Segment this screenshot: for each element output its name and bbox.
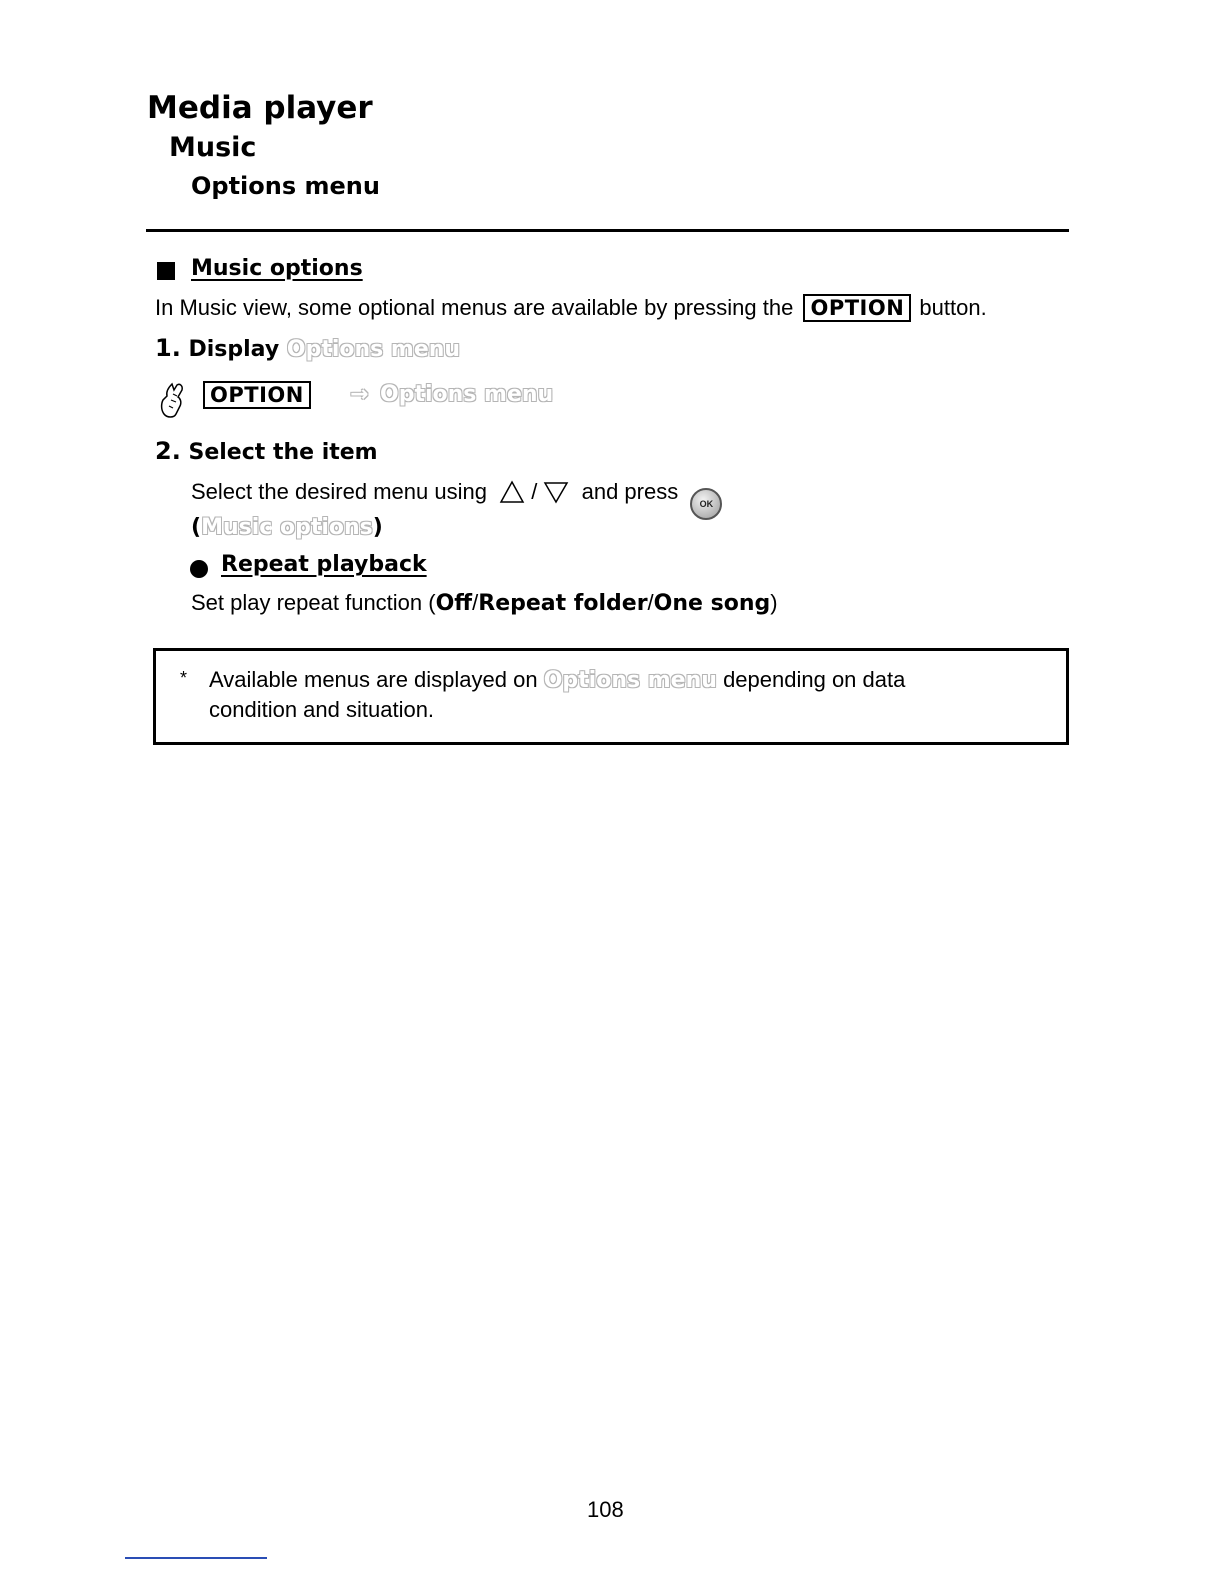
step2-menu-ref [191, 515, 383, 540]
section-title: Options menu [191, 172, 380, 200]
menu-ref-open: ( [191, 515, 202, 540]
down-triangle-icon [543, 479, 569, 505]
up-triangle-icon [499, 479, 525, 505]
page-subtitle: Music [169, 132, 257, 163]
repeat-description [191, 590, 778, 616]
step2-heading [155, 437, 378, 465]
step1-heading [155, 334, 460, 362]
page-title: Media player [147, 90, 373, 126]
menu-ref-name: Music options [201, 515, 373, 540]
repeat-desc-after: ) [770, 590, 778, 615]
menu-ref-close: ) [372, 515, 383, 540]
step2-number: 2. [155, 437, 181, 465]
step1-number: 1. [155, 334, 181, 362]
note-menu-name: Options menu [543, 668, 717, 693]
ok-button-icon [690, 488, 722, 520]
step1-label: Display [188, 337, 280, 362]
repeat-option-folder: Repeat folder [478, 591, 648, 616]
option-key-label: OPTION [803, 294, 911, 322]
step1-target: Options menu [286, 337, 461, 362]
repeat-option-sep: / [472, 590, 479, 615]
intro-text [155, 294, 987, 322]
instruction-after: and press [581, 479, 679, 504]
note-text-after: depending on data [723, 667, 906, 692]
intro-text-after: button. [919, 295, 987, 320]
repeat-option-off: Off [435, 591, 473, 616]
repeat-playback-title: Repeat playback [221, 552, 427, 577]
note-line-1 [209, 667, 905, 693]
instruction-before: Select the desired menu using [191, 479, 487, 504]
note-text-before: Available menus are displayed on [209, 667, 538, 692]
square-bullet-icon [157, 262, 175, 280]
step2-instruction [191, 479, 722, 520]
music-options-heading: Music options [191, 256, 363, 281]
ok-button-label: OK [699, 499, 714, 509]
remote-hand-icon [158, 380, 190, 425]
header-divider [146, 229, 1069, 232]
instruction-sep: / [531, 479, 538, 504]
repeat-option-sep: / [647, 590, 654, 615]
arrow-icon: → [350, 382, 369, 407]
note-line-2: condition and situation. [209, 697, 435, 722]
intro-text-before: In Music view, some optional menus are available by pressing the [155, 295, 794, 320]
footer-link-line[interactable] [125, 1557, 267, 1559]
repeat-option-song: One song [653, 591, 771, 616]
note-asterisk: * [180, 668, 188, 688]
step1-result: Options menu [380, 382, 554, 407]
page-number: 108 [587, 1497, 624, 1522]
step2-label: Select the item [188, 440, 378, 465]
round-bullet-icon [190, 560, 208, 578]
option-key-step1: OPTION [203, 381, 311, 409]
repeat-desc-before: Set play repeat function ( [191, 590, 436, 615]
